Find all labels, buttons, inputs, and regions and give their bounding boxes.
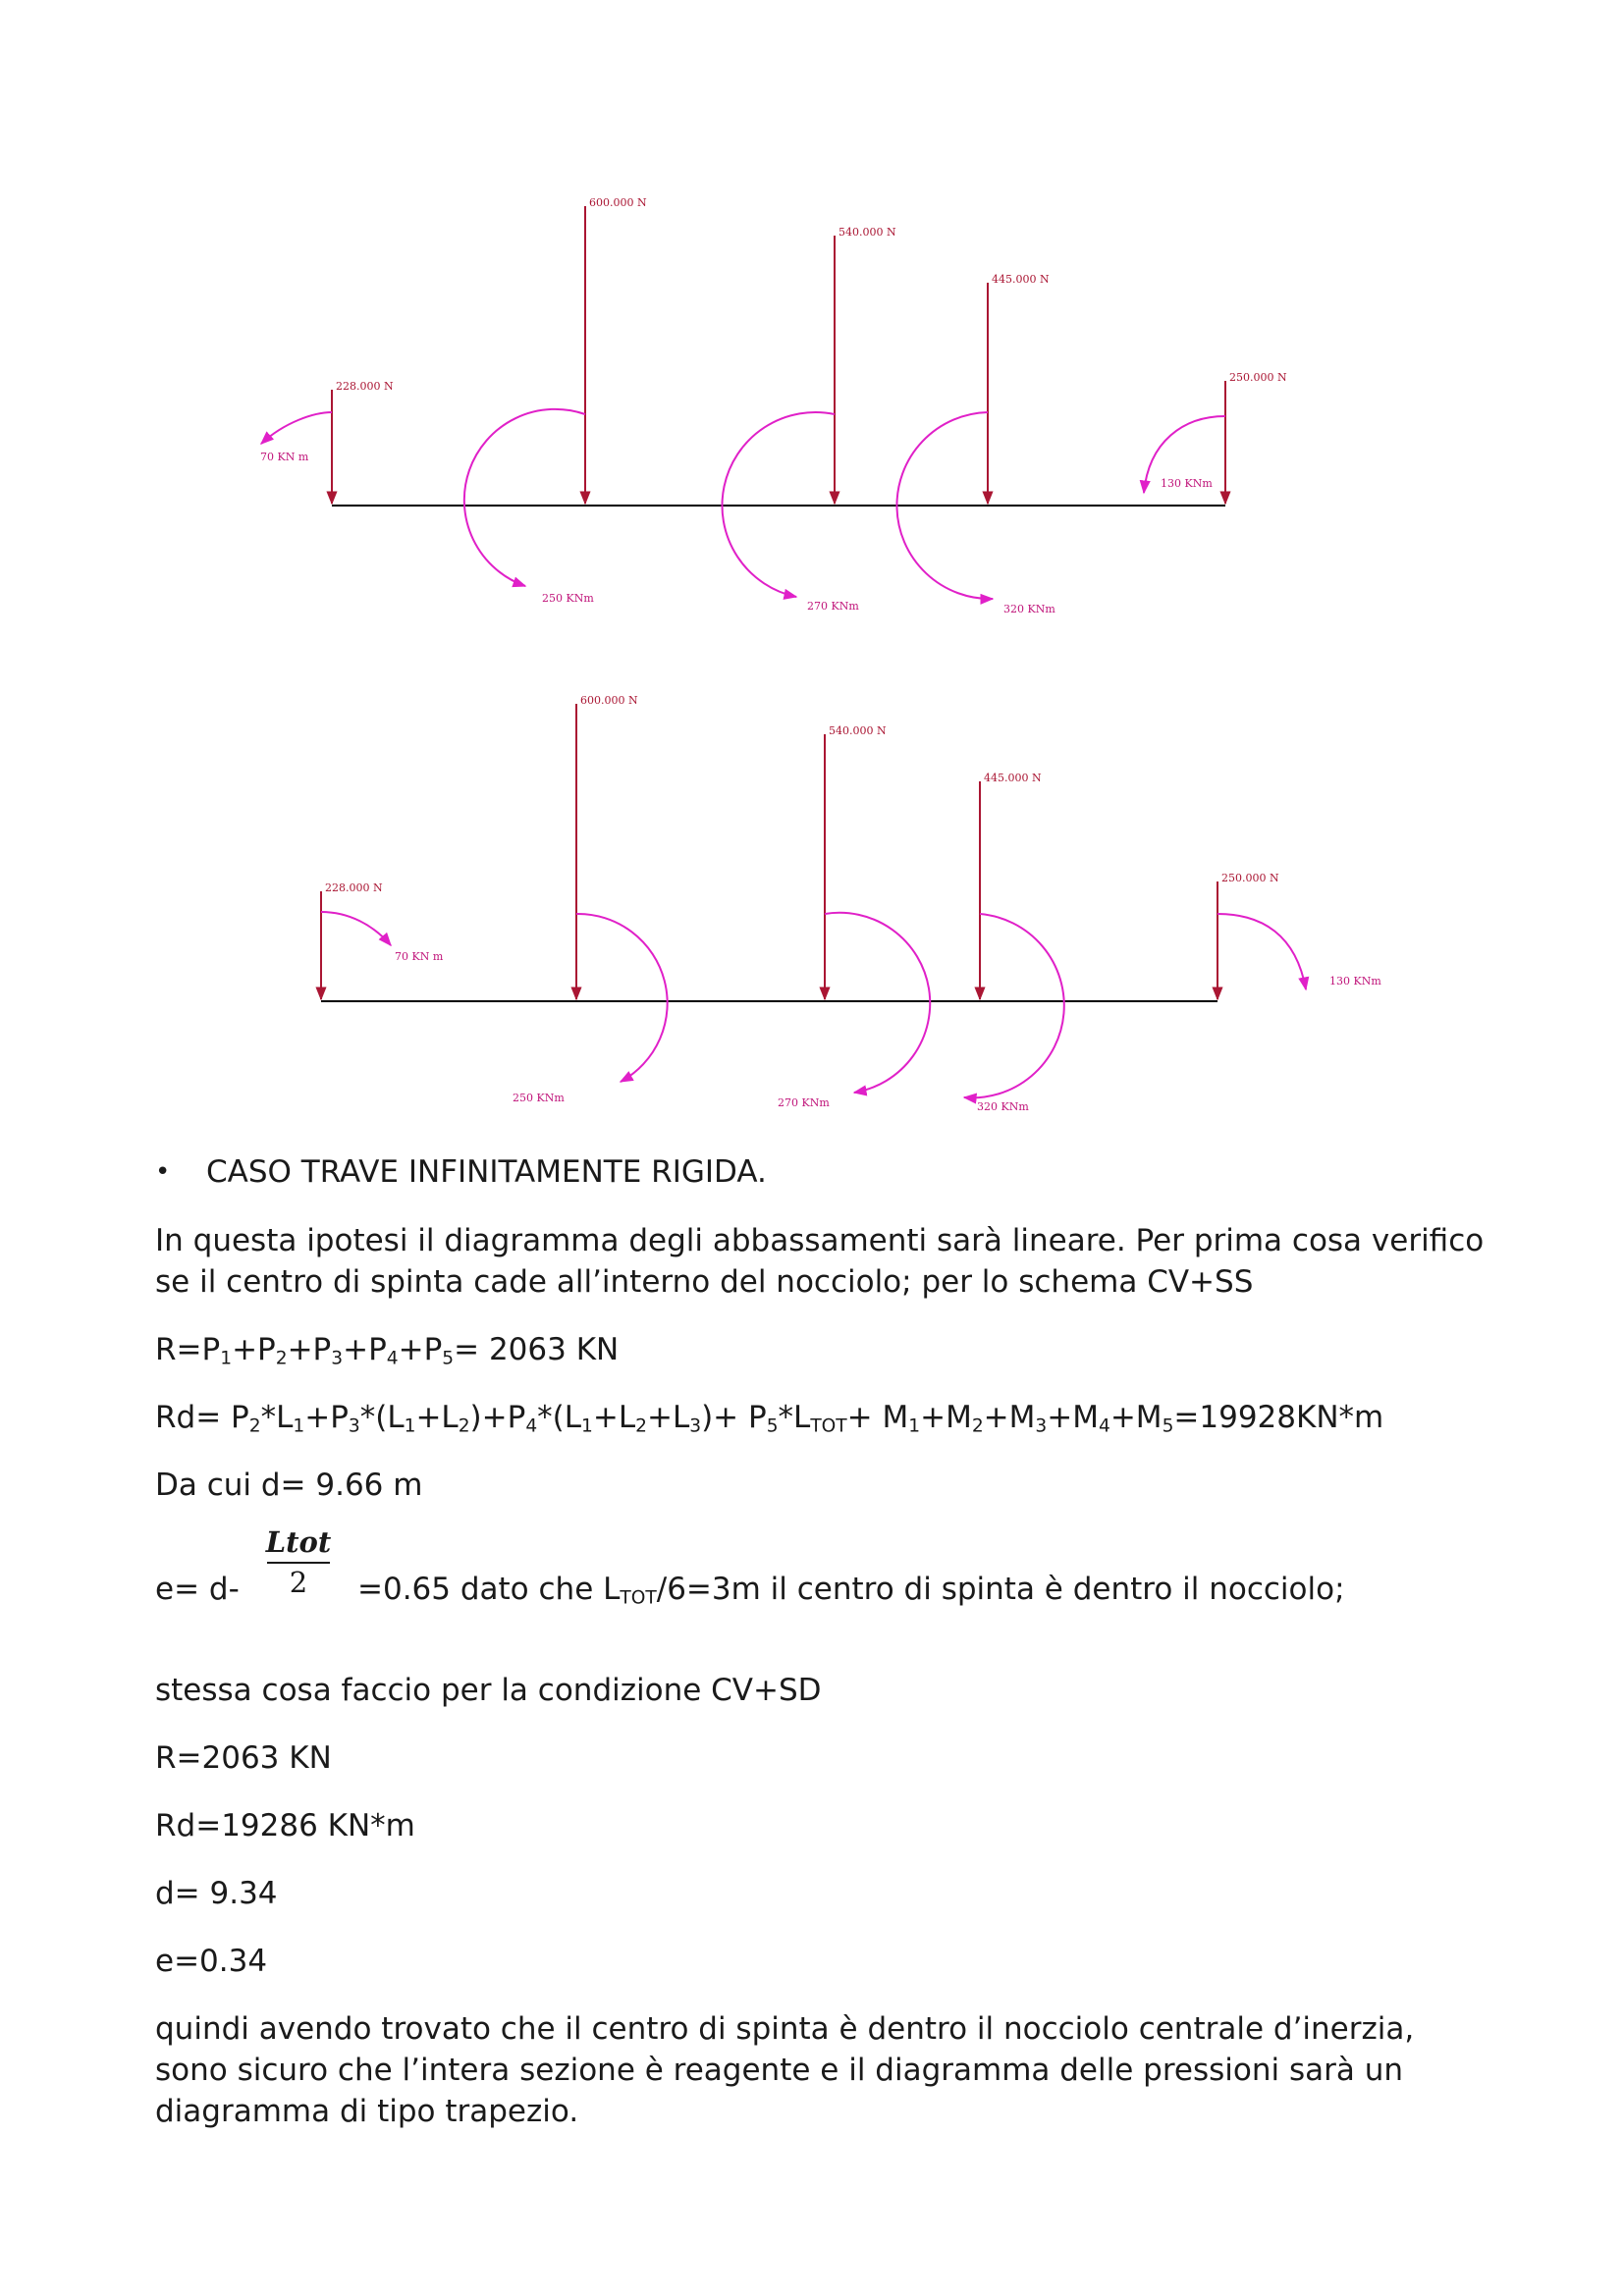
moment-arc-m1 — [321, 912, 391, 945]
moment-label-m2: 250 KNm — [513, 1092, 565, 1104]
moment-label-m3: 270 KNm — [778, 1096, 830, 1109]
rd2-line: Rd=19286 KN*m — [155, 1808, 415, 1843]
d2-line: d= 9.34 — [155, 1876, 278, 1911]
paragraph-1-line-2: se il centro di spinta cade all’interno del nocciolo; per lo schema CV+SS — [155, 1264, 1254, 1300]
moment-label-m4: 320 KNm — [1003, 603, 1055, 615]
load-label-p5: 250.000 N — [1221, 872, 1279, 884]
e-result-line: =0.65 dato che $L_{TOT}/6=3m$ il centro di spinta è dentro il nocciolo; — [357, 1572, 1345, 1609]
load-label-p5: 250.000 N — [1229, 371, 1287, 384]
load-label-p3: 540.000 N — [839, 226, 896, 239]
fraction-numerator: Ltot — [265, 1525, 332, 1559]
moment-label-m2: 250 KNm — [542, 592, 594, 605]
load-label-p1: 228.000 N — [325, 881, 383, 894]
load-label-p3: 540.000 N — [829, 724, 887, 737]
beam-diagram-cv-sd — [0, 677, 1623, 1139]
moment-arc-m2 — [576, 914, 668, 1082]
moment-label-m5: 130 KNm — [1329, 975, 1381, 988]
load-label-p2: 600.000 N — [580, 694, 638, 707]
da-cui-line: Da cui d= 9.66 m — [155, 1468, 423, 1503]
e2-line: e=0.34 — [155, 1944, 268, 1979]
paragraph-1-line-1: In questa ipotesi il diagramma degli abbassamenti sarà lineare. Per prima cosa verifico — [155, 1223, 1485, 1258]
moment-arc-m1 — [261, 412, 332, 444]
moment-label-m4: 320 KNm — [977, 1100, 1029, 1113]
fraction-bar — [267, 1562, 330, 1564]
beam-diagram-cv-ss — [0, 177, 1623, 638]
moment-label-m3: 270 KNm — [807, 600, 859, 613]
moment-label-m5: 130 KNm — [1161, 477, 1213, 490]
load-label-p2: 600.000 N — [589, 196, 647, 209]
moment-arc-m3 — [723, 412, 835, 597]
final-line-1: quindi avendo trovato che il centro di spinta è dentro il nocciolo centrale d’inerzia, — [155, 2011, 1415, 2047]
load-label-p4: 445.000 N — [984, 772, 1042, 784]
r-equation: $R=P_1+P_2+P_3+P_4+P_5= 2063$ KN — [155, 1332, 620, 1369]
fraction-ltot-over-2 — [263, 1524, 334, 1599]
load-label-p4: 445.000 N — [992, 273, 1050, 286]
final-line-3: diagramma di tipo trapezio. — [155, 2094, 579, 2129]
moment-label-m1: 70 KN m — [260, 451, 309, 463]
final-line-2: sono sicuro che l’intera sezione è reagente e il diagramma delle pressioni sarà un — [155, 2053, 1403, 2088]
r2-line: R=2063 KN — [155, 1740, 332, 1776]
e-prefix: e= d- — [155, 1572, 240, 1607]
load-label-p1: 228.000 N — [336, 380, 394, 393]
fraction-denominator: 2 — [289, 1566, 308, 1599]
heading-text: CASO TRAVE INFINITAMENTE RIGIDA. — [206, 1154, 767, 1190]
moment-arc-m2 — [464, 409, 585, 586]
moment-arc-m3 — [825, 913, 930, 1093]
moment-label-m1: 70 KN m — [395, 950, 444, 963]
moment-arc-m5 — [1217, 914, 1306, 989]
rd-equation: $Rd= P_2*L_1+P_3*(L_1+L_2)+P_4*(L_1+L_2+L_3)+ P_5*L_{TOT}+ M_1+M_2+M_3+M_4+M_5=19928KN*m$ — [155, 1400, 1384, 1437]
bullet-icon: • — [155, 1157, 171, 1187]
stessa-line: stessa cosa faccio per la condizione CV+SD — [155, 1673, 822, 1708]
